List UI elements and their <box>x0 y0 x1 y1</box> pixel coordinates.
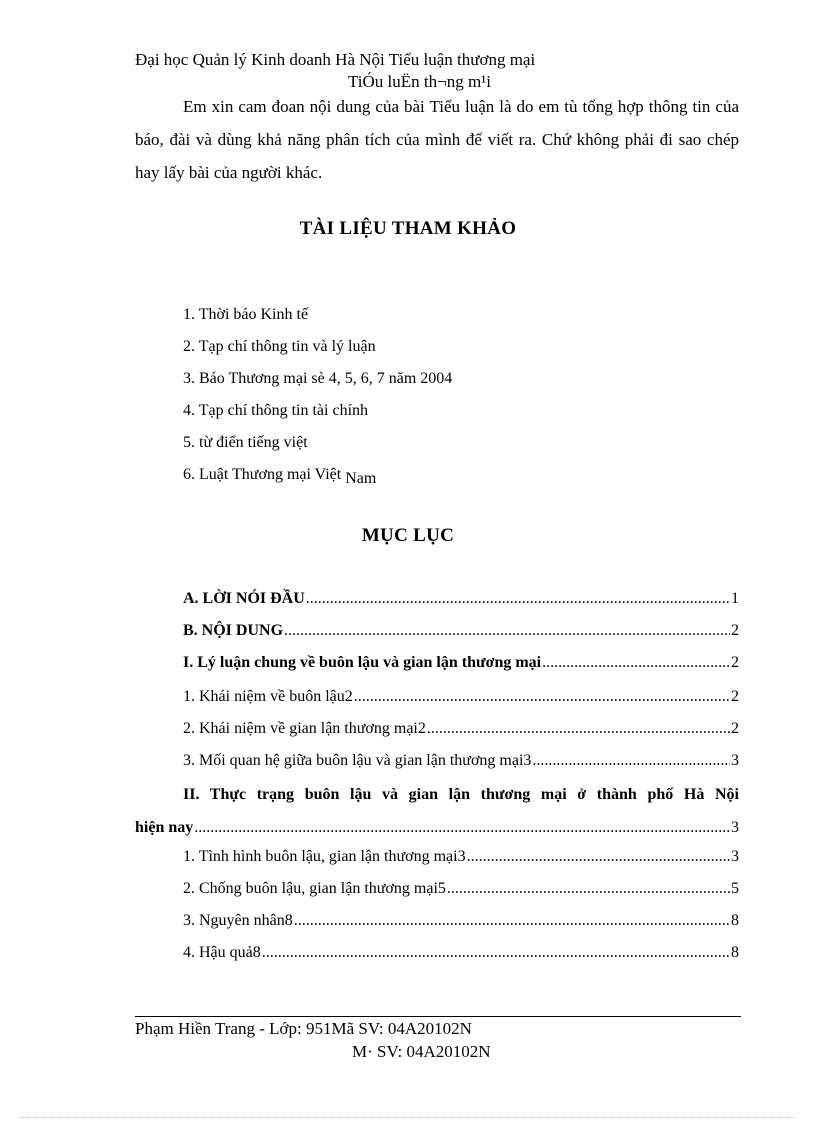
toc-entry[interactable]: 3. Mối quan hệ giữa buôn lậu và gian lận thương mại3 ..... 3 <box>183 752 739 770</box>
toc-entry[interactable]: 4. Hậu quả8 ..... 8 <box>183 944 739 962</box>
reference-item-tail: Nam <box>345 470 377 487</box>
references-title: TÀI LIỆU THAM KHẢO <box>299 218 517 239</box>
footer-student-id-garbled: M· SV: 04A20102N <box>352 1042 491 1061</box>
intro-paragraph <box>135 90 739 189</box>
toc-title: MỤC LỤC <box>361 525 455 546</box>
reference-item: 1. Thời báo Kinh tế <box>183 306 309 323</box>
reference-item: 4. Tạp chí thông tin tài chính <box>183 402 369 419</box>
toc-entry[interactable]: B. NỘI DUNG ..... 2 <box>183 622 739 640</box>
toc-entry[interactable]: 1. Khái niệm về buôn lậu2 ..... 2 <box>183 688 739 706</box>
reference-item: 2. Tạp chí thông tin và lý luận <box>183 338 376 355</box>
footer-author: Phạm Hiền Trang - Lớp: 951Mã SV: 04A20102N <box>135 1019 472 1038</box>
reference-item: 3. Báo Thương mại sè 4, 5, 6, 7 năm 2004 <box>183 370 453 387</box>
intro-text: Em xin cam đoan nội dung của bài Tiểu luận là do em tù tổng hợp thông tin của báo, đài và dùng khả năng phân tích của mình để viết ra. Chứ không phải đi sao chép hay lấy bài của người khác. <box>135 97 739 182</box>
toc-entry[interactable]: A. LỜI NÓI ĐẦU ..... 1 <box>183 590 739 608</box>
reference-item <box>183 466 377 487</box>
toc-leader <box>194 811 730 844</box>
toc-leader <box>294 912 730 930</box>
toc-leader <box>532 752 730 770</box>
footer-rule <box>135 1016 741 1017</box>
page-edge-dotted-line <box>20 1117 796 1118</box>
reference-item: 5. từ điển tiếng việt <box>183 434 308 451</box>
toc-leader <box>284 622 730 640</box>
toc-entry[interactable]: 2. Khái niệm về gian lận thương mại2 ..... 2 <box>183 720 739 738</box>
toc-leader <box>427 720 730 738</box>
toc-entry-section-2-line1: II. Thực trạng buôn lậu và gian lận thương mại ở thành phố Hà Nội <box>183 786 739 803</box>
toc-leader <box>467 848 730 866</box>
running-header: Đại học Quản lý Kinh doanh Hà Nội Tiểu luận thương mại <box>135 50 536 69</box>
toc-leader <box>542 654 730 672</box>
toc-leader <box>354 688 730 706</box>
toc-entry[interactable]: I. Lý luận chung về buôn lậu và gian lận thương mại ..... 2 <box>183 654 739 672</box>
toc-entry-section-2[interactable] <box>135 778 739 844</box>
toc-leader <box>262 944 730 962</box>
toc-leader <box>447 880 730 898</box>
toc-entry[interactable]: 3. Nguyên nhân8 ..... 8 <box>183 912 739 930</box>
toc-entry[interactable]: 2. Chống buôn lậu, gian lận thương mại5 ..... 5 <box>183 880 739 898</box>
toc-entry-section-2-line2: hiện nay ..... 3 <box>135 811 739 844</box>
reference-item-text: 6. Luật Thương mại Việt <box>183 466 342 483</box>
toc-entry[interactable]: 1. Tình hình buôn lậu, gian lận thương mại3 ..... 3 <box>183 848 739 866</box>
running-header-garbled: TiÓu luËn th¬ng m¹i <box>348 72 491 91</box>
toc-leader <box>306 590 730 608</box>
